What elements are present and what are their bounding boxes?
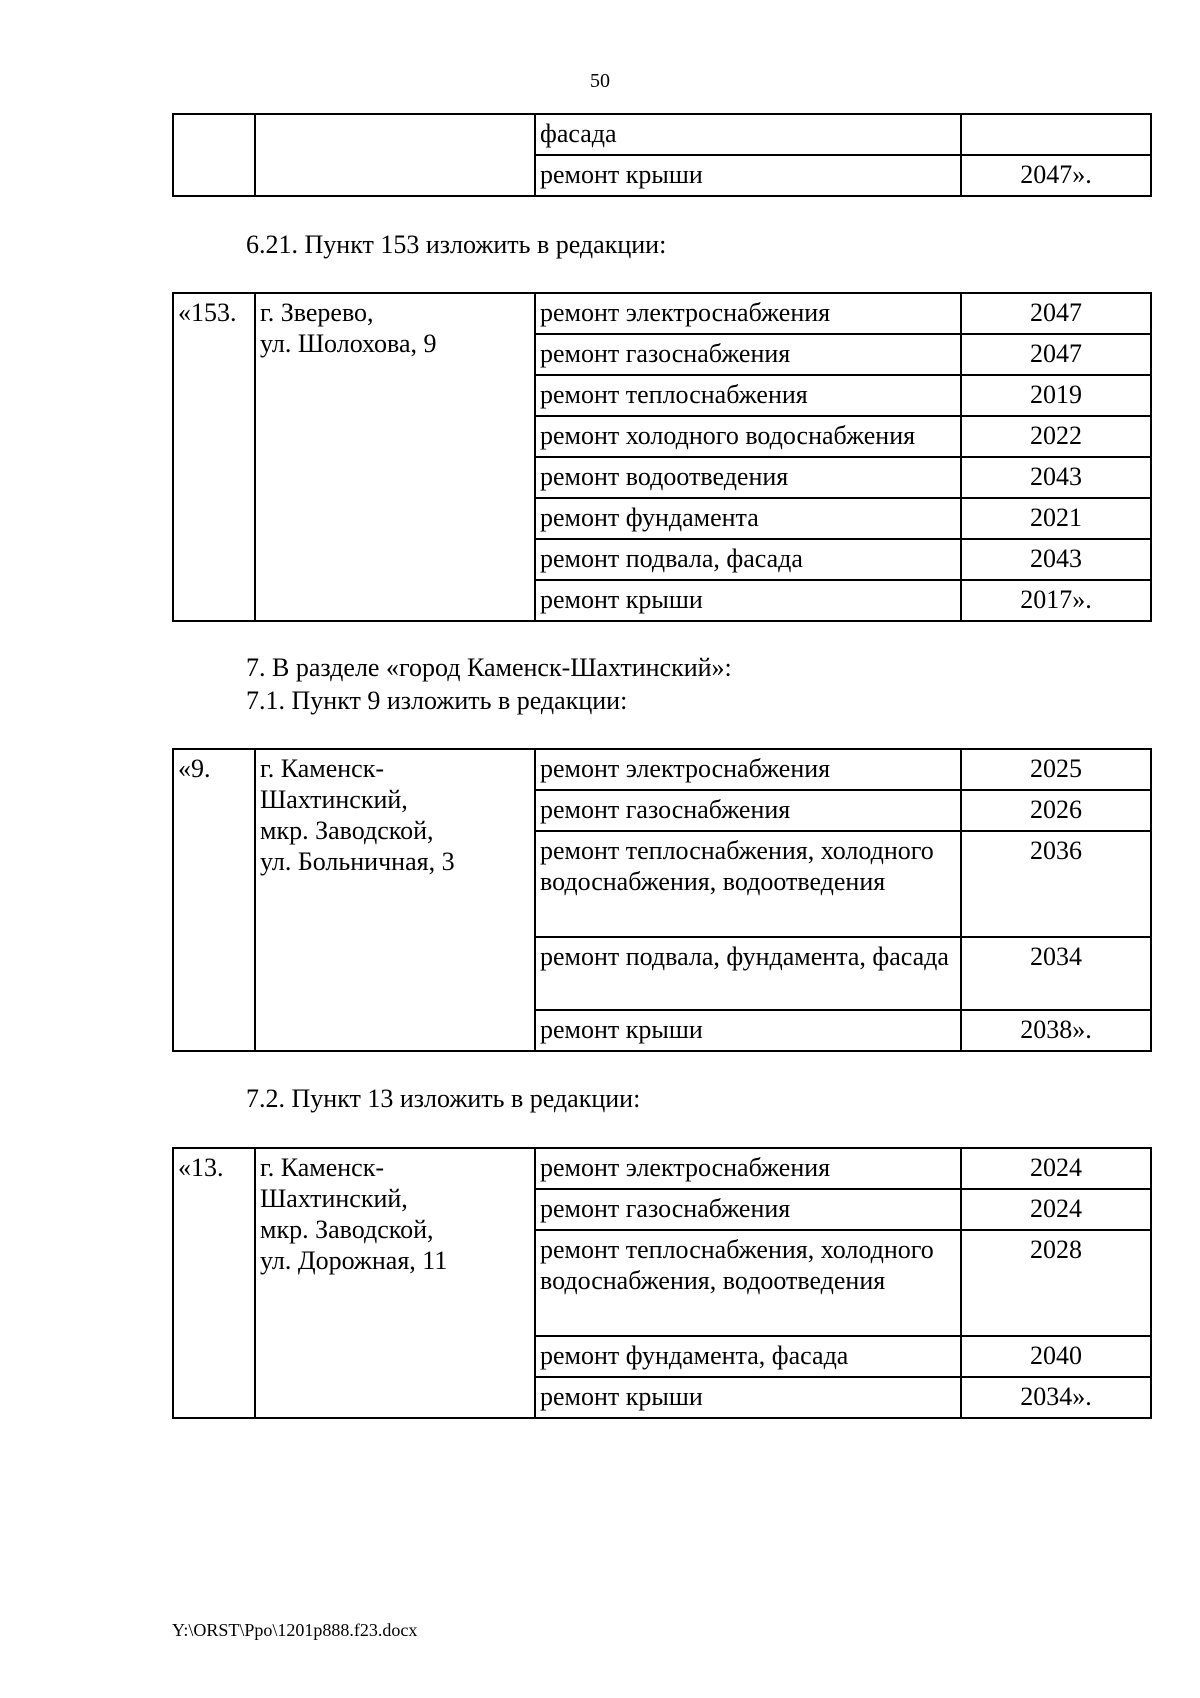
- work-cell: ремонт теплоснабжения: [535, 375, 961, 416]
- page-number: 50: [590, 70, 610, 92]
- address-line: Шахтинский,: [260, 785, 408, 814]
- work-cell: ремонт подвала, фасада: [535, 539, 961, 580]
- address-line: мкр. Заводской,: [260, 1215, 434, 1244]
- year-cell: 2036: [961, 831, 1151, 937]
- table-row: [173, 293, 1151, 334]
- work-cell: ремонт теплоснабжения, холодного водоснабжения, водоотведения: [535, 831, 961, 937]
- table-row: [173, 114, 1151, 155]
- year-cell: 2034: [961, 937, 1151, 1010]
- address-line: Шахтинский,: [260, 1184, 408, 1213]
- work-cell: ремонт крыши: [535, 1377, 961, 1418]
- work-cell: ремонт подвала, фундамента, фасада: [535, 937, 961, 1010]
- year-cell: 2025: [961, 749, 1151, 790]
- address-cell: [255, 293, 535, 621]
- address-line: ул. Дорожная, 11: [260, 1246, 448, 1275]
- address-line: г. Зверево,: [260, 298, 374, 327]
- paragraph-7: 7. В разделе «город Каменск-Шахтинский»:: [246, 653, 732, 682]
- year-cell: 2038».: [961, 1010, 1151, 1051]
- work-cell: фасада: [535, 114, 961, 155]
- year-cell: 2043: [961, 539, 1151, 580]
- year-cell: 2017».: [961, 580, 1151, 621]
- item-number-cell: «13.: [173, 1148, 255, 1418]
- year-cell: 2040: [961, 1336, 1151, 1377]
- item-153-table: [172, 292, 1152, 622]
- work-cell: ремонт газоснабжения: [535, 790, 961, 831]
- year-cell: 2043: [961, 457, 1151, 498]
- year-cell: 2047: [961, 334, 1151, 375]
- work-cell: ремонт электроснабжения: [535, 1148, 961, 1189]
- item-number-cell: [173, 114, 255, 196]
- work-cell: ремонт водоотведения: [535, 457, 961, 498]
- item-number-cell: «153.: [173, 293, 255, 621]
- work-cell: ремонт крыши: [535, 580, 961, 621]
- work-cell: ремонт холодного водоснабжения: [535, 416, 961, 457]
- item-number-cell: «9.: [173, 749, 255, 1051]
- work-cell: ремонт крыши: [535, 155, 961, 196]
- address-line: г. Каменск-: [260, 1153, 385, 1182]
- work-cell: ремонт газоснабжения: [535, 334, 961, 375]
- year-cell: 2034».: [961, 1377, 1151, 1418]
- item-13-table: [172, 1147, 1152, 1419]
- year-cell: 2024: [961, 1148, 1151, 1189]
- work-cell: ремонт электроснабжения: [535, 293, 961, 334]
- footer-file-path: Y:\ORST\Ppo\1201p888.f23.docx: [172, 1620, 418, 1640]
- work-cell: ремонт фундамента, фасада: [535, 1336, 961, 1377]
- work-cell: ремонт крыши: [535, 1010, 961, 1051]
- year-cell: 2021: [961, 498, 1151, 539]
- address-line: мкр. Заводской,: [260, 816, 434, 845]
- paragraph-7-1: 7.1. Пункт 9 изложить в редакции:: [246, 686, 628, 715]
- item-9-table: [172, 748, 1152, 1052]
- address-cell: [255, 1148, 535, 1418]
- year-cell: 2024: [961, 1189, 1151, 1230]
- year-cell: [961, 114, 1151, 155]
- work-cell: ремонт электроснабжения: [535, 749, 961, 790]
- year-cell: 2026: [961, 790, 1151, 831]
- paragraph-6-21: 6.21. Пункт 153 изложить в редакции:: [246, 230, 667, 259]
- address-line: ул. Больничная, 3: [260, 847, 455, 876]
- table-row: [173, 749, 1151, 790]
- year-cell: 2019: [961, 375, 1151, 416]
- work-cell: ремонт газоснабжения: [535, 1189, 961, 1230]
- address-line: г. Каменск-: [260, 754, 385, 783]
- address-cell: [255, 114, 535, 196]
- year-cell: 2047: [961, 293, 1151, 334]
- paragraph-7-2: 7.2. Пункт 13 изложить в редакции:: [246, 1084, 641, 1113]
- year-cell: 2022: [961, 416, 1151, 457]
- year-cell: 2028: [961, 1230, 1151, 1336]
- continuation-table: [172, 113, 1152, 197]
- address-cell: [255, 749, 535, 1051]
- address-line: ул. Шолохова, 9: [260, 329, 437, 358]
- year-cell: 2047».: [961, 155, 1151, 196]
- work-cell: ремонт теплоснабжения, холодного водоснабжения, водоотведения: [535, 1230, 961, 1336]
- table-row: [173, 1148, 1151, 1189]
- work-cell: ремонт фундамента: [535, 498, 961, 539]
